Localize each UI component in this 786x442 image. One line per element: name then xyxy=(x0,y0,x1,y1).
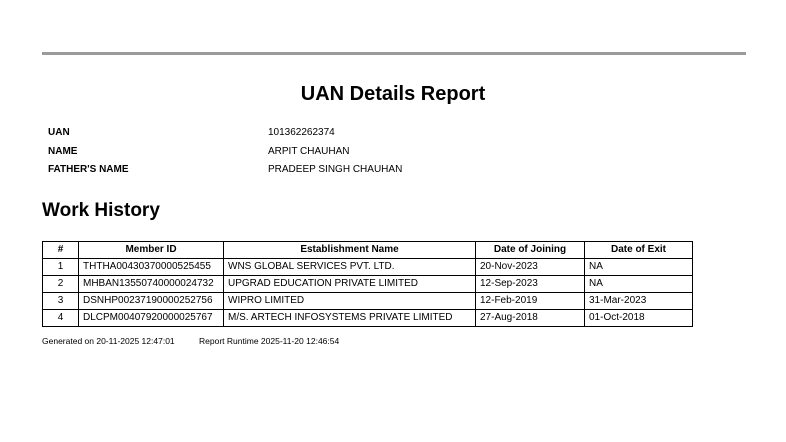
row-index: 3 xyxy=(43,293,79,310)
name-label: NAME xyxy=(48,146,78,157)
establishment-name: UPGRAD EDUCATION PRIVATE LIMITED xyxy=(224,276,476,293)
column-header-index: # xyxy=(43,242,79,259)
row-index: 4 xyxy=(43,310,79,327)
report-footer xyxy=(42,335,339,347)
report-title: UAN Details Report xyxy=(300,83,486,105)
member-id: MHBAN13550740000024732 xyxy=(79,276,224,293)
date-of-joining: 20-Nov-2023 xyxy=(476,259,585,276)
name-value: ARPIT CHAUHAN xyxy=(268,146,350,157)
date-of-joining: 27-Aug-2018 xyxy=(476,310,585,327)
report-runtime: Report Runtime 2025-11-20 12:46:54 xyxy=(199,336,340,346)
establishment-name: M/S. ARTECH INFOSYSTEMS PRIVATE LIMITED xyxy=(224,310,476,327)
date-of-exit: 01-Oct-2018 xyxy=(585,310,693,327)
table-row xyxy=(43,293,693,310)
date-of-exit: NA xyxy=(585,276,693,293)
member-id: DSNHP00237190000252756 xyxy=(79,293,224,310)
table-row xyxy=(43,310,693,327)
establishment-name: WNS GLOBAL SERVICES PVT. LTD. xyxy=(224,259,476,276)
date-of-joining: 12-Feb-2019 xyxy=(476,293,585,310)
row-index: 1 xyxy=(43,259,79,276)
work-history-table xyxy=(42,241,693,327)
father-name-label: FATHER'S NAME xyxy=(48,164,129,175)
date-of-exit: 31-Mar-2023 xyxy=(585,293,693,310)
work-history-title: Work History xyxy=(42,200,160,221)
top-divider xyxy=(42,52,746,55)
member-id: DLCPM00407920000025767 xyxy=(79,310,224,327)
uan-label: UAN xyxy=(48,127,70,138)
establishment-name: WIPRO LIMITED xyxy=(224,293,476,310)
table-header-row xyxy=(43,242,693,259)
father-name-value: PRADEEP SINGH CHAUHAN xyxy=(268,164,403,175)
date-of-joining: 12-Sep-2023 xyxy=(476,276,585,293)
table-row xyxy=(43,276,693,293)
table-row xyxy=(43,259,693,276)
row-index: 2 xyxy=(43,276,79,293)
column-header-date-of-exit: Date of Exit xyxy=(585,242,693,259)
generated-timestamp: Generated on 20-11-2025 12:47:01 xyxy=(42,336,175,346)
column-header-member-id: Member ID xyxy=(79,242,224,259)
member-id: THTHA00430370000525455 xyxy=(79,259,224,276)
uan-value: 101362262374 xyxy=(268,127,335,138)
column-header-date-of-joining: Date of Joining xyxy=(476,242,585,259)
column-header-establishment-name: Establishment Name xyxy=(224,242,476,259)
date-of-exit: NA xyxy=(585,259,693,276)
